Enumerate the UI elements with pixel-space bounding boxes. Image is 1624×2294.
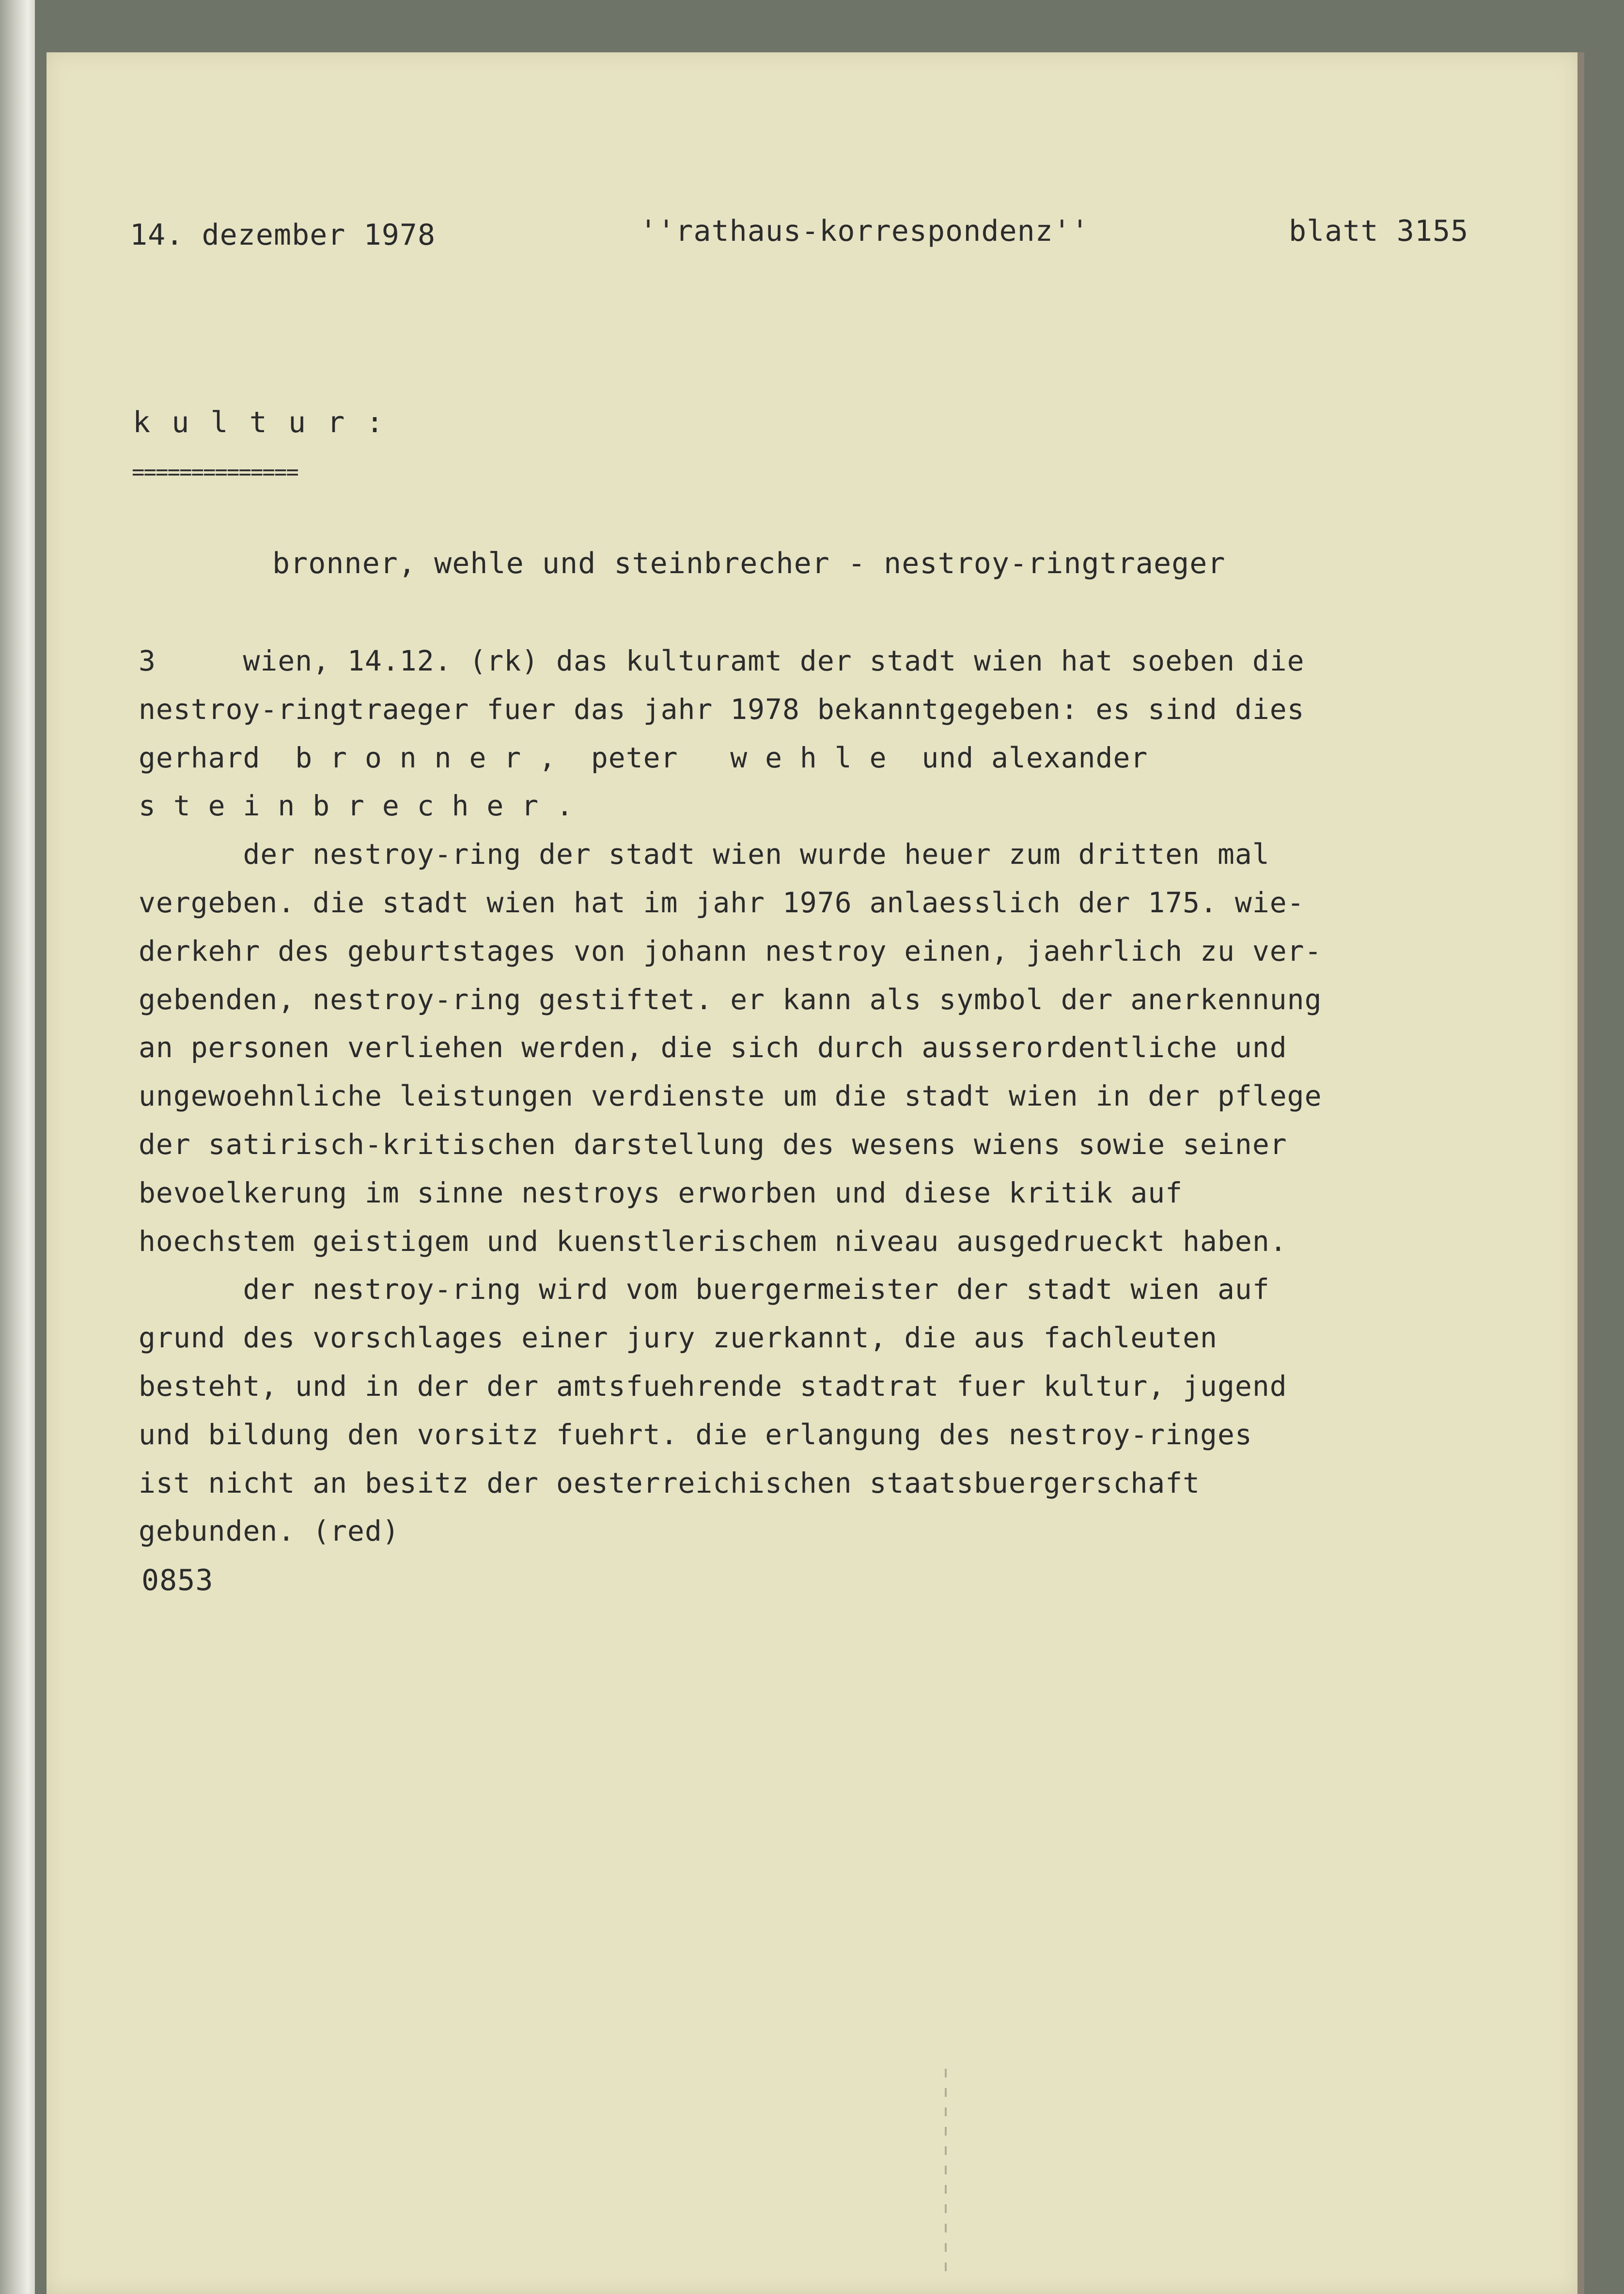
body-line: grund des vorschlages einer jury zuerkannt, die aus fachleuten [139,1321,1218,1354]
body-line: derkehr des geburtstages von johann nestroy einen, jaehrlich zu ver- [139,935,1322,968]
header-sheet: blatt 3155 [1289,214,1469,248]
section-underline: ============== [132,460,298,484]
page-edge [1577,52,1584,2294]
body-line: an personen verliehen werden, die sich durch ausserordentliche und [139,1031,1287,1064]
header-publication: ''rathaus-korrespondenz'' [640,214,1090,248]
body-line: gebenden, nestroy-ring gestiftet. er kann als symbol der anerkennung [139,983,1322,1016]
body-line: 3 wien, 14.12. (rk) das kulturamt der stadt wien hat soeben die [139,644,1305,677]
body-line: der nestroy-ring der stadt wien wurde heuer zum dritten mal [139,838,1270,871]
page-crease [945,2069,947,2272]
header-date: 14. dezember 1978 [130,218,436,252]
binding-strip [0,0,35,2294]
body-line: s t e i n b r e c h e r . [139,789,574,822]
body-line: ungewoehnliche leistungen verdienste um die stadt wien in der pflege [139,1079,1322,1112]
body-line: und bildung den vorsitz fuehrt. die erlangung des nestroy-ringes [139,1418,1252,1451]
body-line: ist nicht an besitz der oesterreichischen staatsbuergerschaft [139,1467,1201,1499]
body-line: der nestroy-ring wird vom buergermeister der stadt wien auf [139,1273,1270,1306]
body-line: nestroy-ringtraeger fuer das jahr 1978 bekanntgegeben: es sind dies [139,693,1305,726]
body-line: besteht, und in der der amtsfuehrende stadtrat fuer kultur, jugend [139,1370,1287,1403]
body-line: gerhard b r o n n e r , peter w e h l e und alexander [139,741,1148,774]
body-line: gebunden. (red) [139,1514,400,1547]
body-line: vergeben. die stadt wien hat im jahr 1976 anlaesslich der 175. wie- [139,886,1305,919]
article-title: bronner, wehle und steinbrecher - nestroy-ringtraeger [272,546,1226,580]
document-page [47,52,1577,2294]
body-line: bevoelkerung im sinne nestroys erworben und diese kritik auf [139,1176,1183,1209]
article-code: 0853 [141,1563,214,1597]
body-line: der satirisch-kritischen darstellung des wesens wiens sowie seiner [139,1128,1287,1161]
body-line: hoechstem geistigem und kuenstlerischem niveau ausgedrueckt haben. [139,1225,1287,1258]
section-heading: k u l t u r : [133,406,386,439]
